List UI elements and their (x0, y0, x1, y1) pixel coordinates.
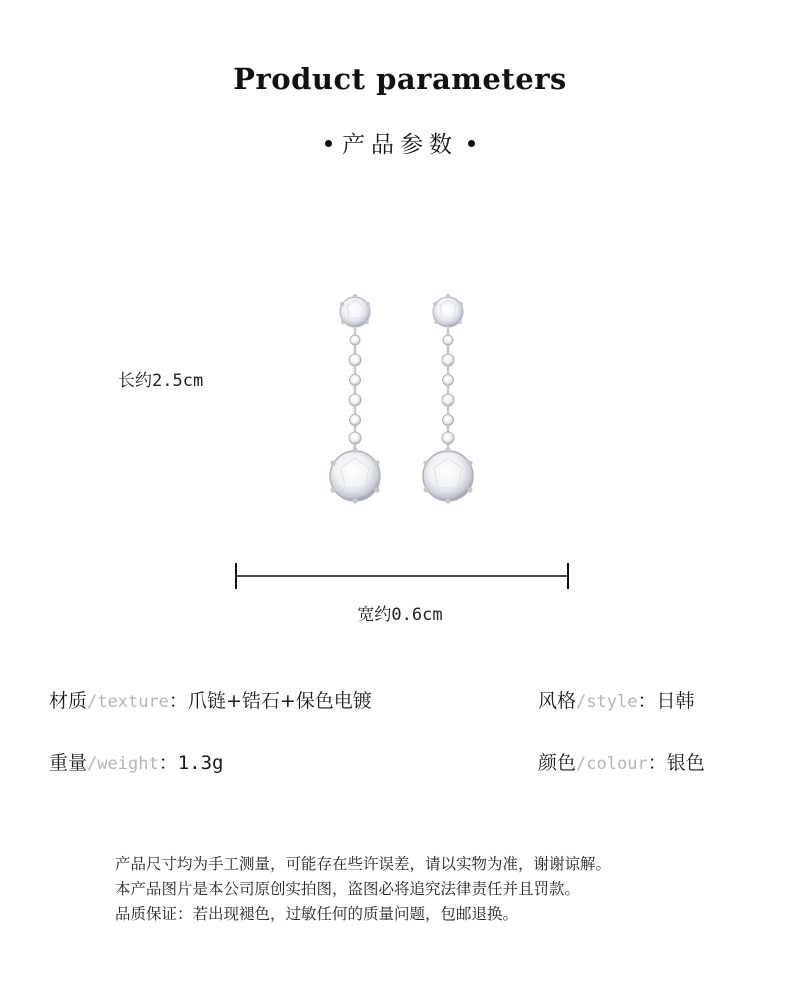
bullet-dot-icon (325, 140, 332, 147)
page-title: Product parameters (233, 62, 567, 96)
param-texture-label: 材质 (49, 690, 88, 712)
param-style-label: 风格 (538, 690, 577, 712)
param-texture-sep: / (87, 692, 98, 712)
width-dimension-bar (235, 562, 569, 590)
param-colour-en: colour (586, 754, 648, 774)
param-colour-label: 颜色 (538, 752, 577, 774)
param-style (538, 686, 694, 713)
param-colour-sep: / (576, 754, 587, 774)
length-value: 2.5cm (152, 371, 204, 391)
param-style-value: 日韩 (656, 690, 695, 712)
note-line: 产品尺寸均为手工测量，可能存在些许误差，请以实物为准，谢谢谅解。 (115, 855, 612, 873)
param-style-colon: ： (637, 690, 657, 712)
subtitle-text: 产品参数 (342, 132, 458, 158)
param-texture-en: texture (97, 692, 169, 712)
param-weight (49, 748, 223, 775)
param-texture-value: 爪链+锆石+保色电镀 (187, 690, 372, 712)
bullet-dot-icon (468, 140, 475, 147)
earrings-product-image (320, 290, 480, 510)
note-line: 品质保证：若出现褪色，过敏任何的质量问题，包邮退换。 (115, 905, 519, 923)
width-dimension (0, 600, 800, 625)
earring-left (330, 294, 380, 504)
param-texture-colon: ： (168, 690, 188, 712)
earring-right (423, 294, 473, 504)
param-weight-value: 1.3g (177, 752, 224, 774)
param-weight-label: 重量 (49, 752, 88, 774)
param-texture (49, 686, 372, 713)
note-line: 本产品图片是本公司原创实拍图，盗图必将追究法律责任并且罚款。 (115, 880, 581, 898)
page-subtitle (0, 126, 800, 159)
param-colour (538, 748, 705, 775)
length-dimension (118, 366, 203, 391)
param-colour-colon: ： (647, 752, 667, 774)
param-weight-en: weight (97, 754, 159, 774)
length-label: 长约 (118, 371, 152, 391)
param-style-sep: / (576, 692, 587, 712)
width-value: 0.6cm (391, 605, 443, 625)
notes-block (115, 852, 611, 927)
param-colour-value: 银色 (666, 752, 705, 774)
param-style-en: style (586, 692, 638, 712)
param-weight-sep: / (87, 754, 98, 774)
width-label: 宽约 (357, 605, 392, 625)
param-weight-colon: ： (158, 752, 178, 774)
